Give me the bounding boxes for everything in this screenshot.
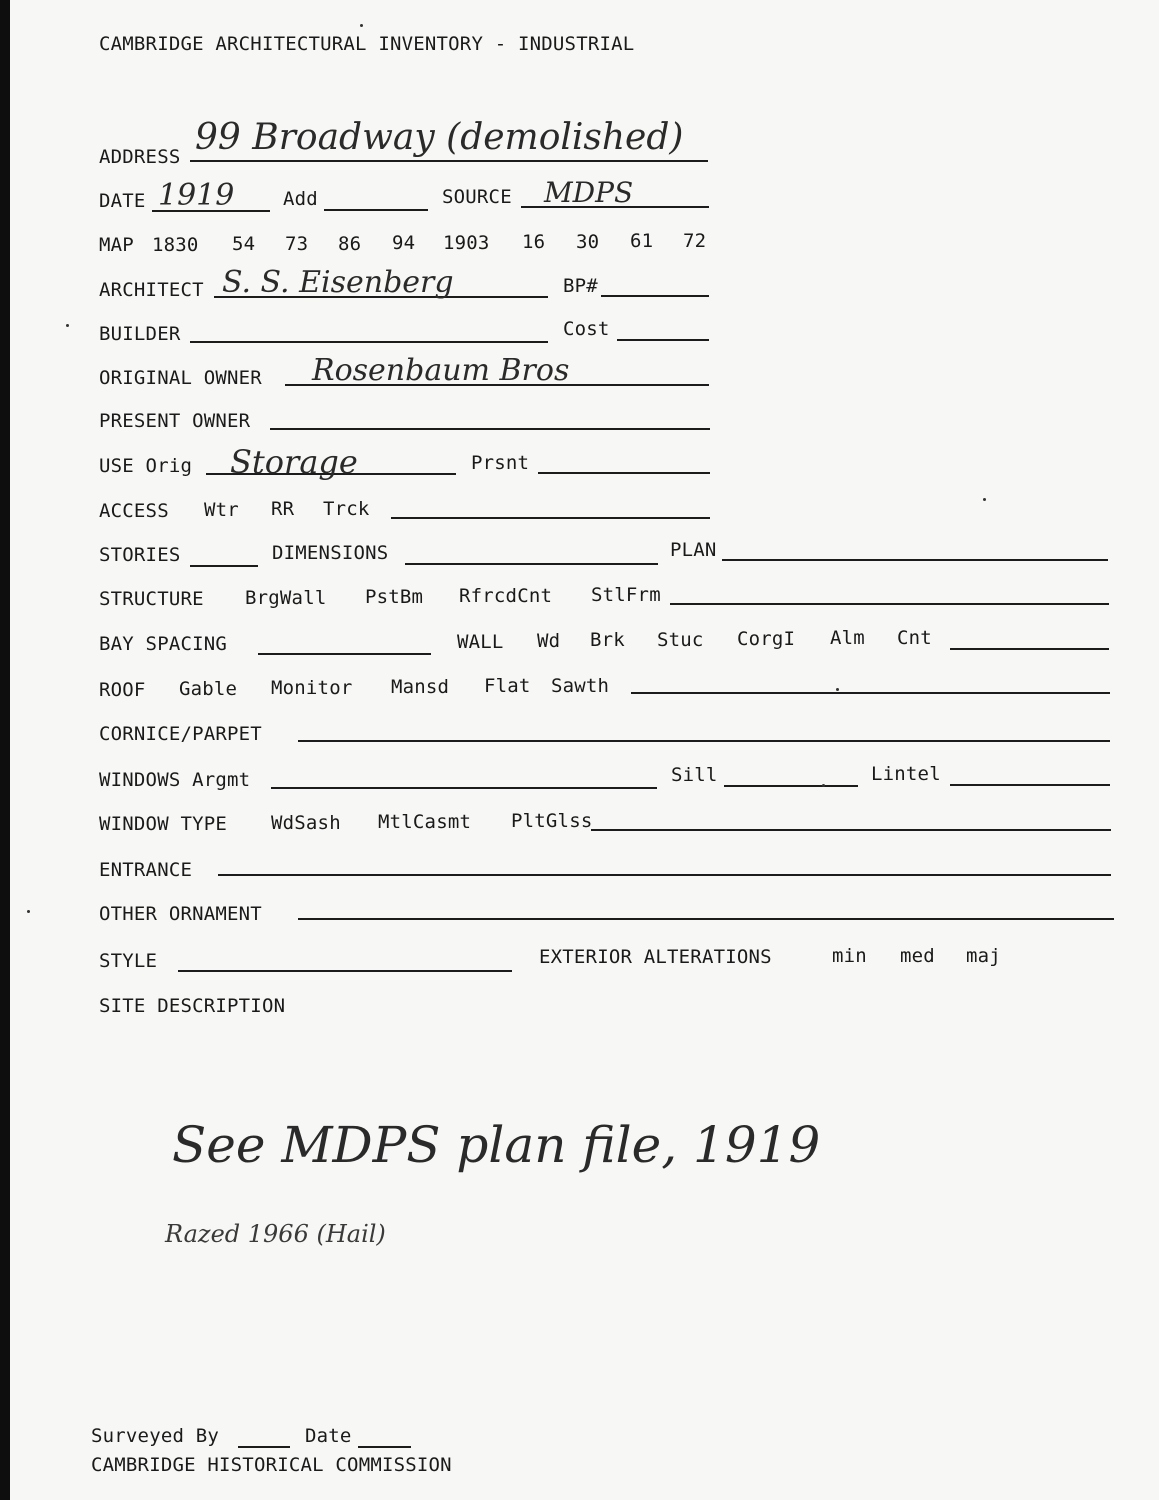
architect-label: ARCHITECT — [99, 279, 204, 301]
map-year[interactable]: 30 — [576, 231, 600, 253]
plan-label: PLAN — [670, 539, 717, 561]
handwritten-note-razed: Razed 1966 (Hail) — [165, 1220, 386, 1248]
add-line[interactable] — [324, 209, 428, 211]
use-present-label: Prsnt — [471, 452, 530, 474]
style-label: STYLE — [99, 950, 158, 972]
use-orig-label: USE Orig — [99, 455, 193, 477]
wall-option-stuc[interactable]: Stuc — [657, 629, 704, 651]
source-label: SOURCE — [442, 186, 512, 208]
dimensions-line[interactable] — [405, 563, 658, 565]
plan-line[interactable] — [722, 559, 1108, 561]
present-owner-line[interactable] — [270, 428, 710, 430]
window-type-option-wdsash[interactable]: WdSash — [271, 812, 341, 834]
present-owner-label: PRESENT OWNER — [99, 410, 251, 432]
scan-speck — [27, 910, 30, 913]
scan-speck — [822, 784, 825, 787]
original-owner-label: ORIGINAL OWNER — [99, 367, 262, 389]
bay-spacing-label: BAY SPACING — [99, 633, 228, 655]
bp-label: BP# — [563, 275, 598, 297]
lintel-label: Lintel — [871, 763, 941, 785]
map-year[interactable]: 72 — [683, 230, 707, 252]
sill-label: Sill — [671, 764, 718, 786]
roof-option-flat[interactable]: Flat — [484, 675, 531, 697]
exterior-alterations-label: EXTERIOR ALTERATIONS — [539, 946, 772, 968]
structure-label: STRUCTURE — [99, 588, 204, 610]
alteration-option-min[interactable]: min — [832, 945, 867, 967]
structure-line[interactable] — [670, 603, 1109, 605]
scan-left-edge — [0, 0, 10, 1500]
scan-speck — [360, 24, 363, 27]
address-line — [190, 160, 708, 162]
style-line[interactable] — [178, 970, 512, 972]
map-year[interactable]: 16 — [522, 231, 546, 253]
wall-option-brk[interactable]: Brk — [590, 629, 625, 651]
map-year[interactable]: 73 — [285, 233, 309, 255]
map-year[interactable]: 1830 — [152, 234, 199, 256]
handwritten-note-plan-file: See MDPS plan file, 1919 — [172, 1116, 821, 1174]
address-label: ADDRESS — [99, 146, 181, 168]
access-option-rr[interactable]: RR — [271, 498, 295, 520]
roof-line[interactable] — [631, 692, 1110, 694]
access-label: ACCESS — [99, 500, 169, 522]
cost-label: Cost — [563, 318, 610, 340]
wall-line[interactable] — [950, 648, 1109, 650]
lintel-line[interactable] — [950, 784, 1110, 786]
bp-line[interactable] — [601, 295, 709, 297]
builder-label: BUILDER — [99, 323, 181, 345]
cornice-label: CORNICE/PARPET — [99, 723, 262, 745]
map-year[interactable]: 94 — [392, 232, 416, 254]
date-value[interactable]: 1919 — [158, 178, 235, 213]
builder-line[interactable] — [190, 341, 548, 343]
roof-label: ROOF — [99, 679, 146, 701]
stories-label: STORIES — [99, 544, 181, 566]
map-year[interactable]: 54 — [232, 233, 256, 255]
roof-option-monitor[interactable]: Monitor — [271, 677, 353, 699]
structure-option-pstbm[interactable]: PstBm — [365, 586, 424, 608]
surveyed-by-line[interactable] — [238, 1446, 290, 1448]
roof-option-mansd[interactable]: Mansd — [391, 676, 450, 698]
structure-option-brgwall[interactable]: BrgWall — [245, 587, 327, 609]
scan-speck — [836, 688, 839, 691]
surveyed-by-label: Surveyed By — [91, 1425, 220, 1447]
entrance-label: ENTRANCE — [99, 859, 193, 881]
use-orig-value[interactable]: Storage — [230, 443, 358, 481]
access-option-trck[interactable]: Trck — [323, 498, 370, 520]
roof-option-sawth[interactable]: Sawth — [551, 675, 610, 697]
window-type-label: WINDOW TYPE — [99, 813, 228, 835]
window-type-option-pltglss[interactable]: PltGlss — [511, 810, 593, 832]
map-year[interactable]: 61 — [630, 230, 654, 252]
date-label: DATE — [99, 190, 146, 212]
map-year[interactable]: 86 — [338, 233, 362, 255]
roof-option-gable[interactable]: Gable — [179, 678, 238, 700]
wall-option-alm[interactable]: Alm — [830, 627, 865, 649]
site-description-label: SITE DESCRIPTION — [99, 995, 286, 1017]
original-owner-value[interactable]: Rosenbaum Bros — [312, 353, 570, 388]
windows-arrangement-label: WINDOWS Argmt — [99, 769, 251, 791]
other-ornament-label: OTHER ORNAMENT — [99, 903, 262, 925]
commission-name: CAMBRIDGE HISTORICAL COMMISSION — [91, 1454, 452, 1476]
scan-speck — [66, 324, 69, 327]
other-ornament-line[interactable] — [298, 918, 1114, 920]
scan-speck — [983, 498, 986, 501]
wall-option-cnt[interactable]: Cnt — [897, 627, 932, 649]
structure-option-rfrcdcnt[interactable]: RfrcdCnt — [459, 585, 553, 607]
sill-line[interactable] — [724, 785, 858, 787]
dimensions-label: DIMENSIONS — [272, 542, 389, 564]
bay-spacing-line[interactable] — [258, 653, 431, 655]
form-title: CAMBRIDGE ARCHITECTURAL INVENTORY - INDUSTRIAL — [99, 33, 635, 55]
alteration-option-med[interactable]: med — [900, 945, 935, 967]
window-type-option-mtlcasmt[interactable]: MtlCasmt — [378, 811, 472, 833]
alteration-option-maj[interactable]: maj — [966, 945, 1001, 967]
add-label: Add — [283, 188, 318, 210]
wall-option-wd[interactable]: Wd — [537, 630, 561, 652]
map-label: MAP — [99, 234, 134, 256]
stories-line[interactable] — [190, 565, 258, 567]
wall-option-corgi[interactable]: CorgI — [737, 628, 796, 650]
address-value[interactable]: 99 Broadway (demolished) — [195, 117, 684, 158]
access-option-wtr[interactable]: Wtr — [204, 499, 239, 521]
access-line[interactable] — [391, 517, 710, 519]
source-value[interactable]: MDPS — [544, 176, 634, 209]
structure-option-stlfrm[interactable]: StlFrm — [591, 584, 661, 606]
cost-line[interactable] — [617, 339, 709, 341]
window-type-line[interactable] — [591, 829, 1111, 831]
windows-arrangement-line[interactable] — [271, 787, 657, 789]
architect-value[interactable]: S. S. Eisenberg — [222, 265, 454, 300]
survey-date-line[interactable] — [358, 1446, 411, 1448]
cornice-line[interactable] — [298, 740, 1110, 742]
use-present-line[interactable] — [538, 472, 710, 474]
map-year[interactable]: 1903 — [443, 232, 490, 254]
survey-date-label: Date — [305, 1425, 352, 1447]
entrance-line[interactable] — [218, 874, 1111, 876]
wall-label: WALL — [457, 631, 504, 653]
